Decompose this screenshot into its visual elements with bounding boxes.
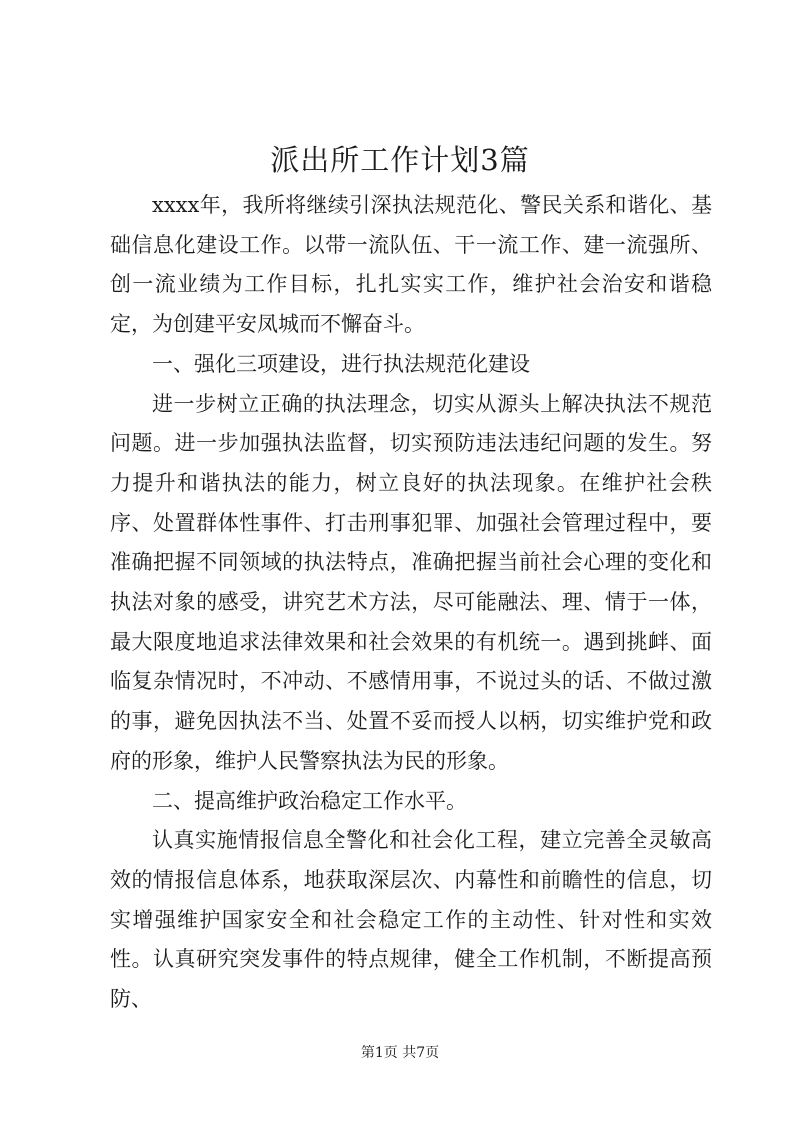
section-heading-1: 一、强化三项建设，进行执法规范化建设 <box>152 351 530 376</box>
page-footer: 第1页 共7页 <box>360 1045 440 1061</box>
section-2-paragraph: 认真实施情报信息全警化和社会化工程，建立完善全灵敏高效的情报信息体系，地获取深层次、内幕性和前瞻性的信息，切实增强维护国家安全和社会稳定工作的主动性、针对性和实效性。认真研究突发事件的特点规律，健全工作机制，不断提高预防、 <box>110 828 712 1012</box>
section-1-paragraph: 进一步树立正确的执法理念，切实从源头上解决执法不规范问题。进一步加强执法监督，切实预防违法违纪问题的发生。努力提升和谐执法的能力，树立良好的执法现象。在维护社会秩序、处置群体性事件、打击刑事犯罪、加强社会管理过程中，要准确把握不同领域的执法特点，准确把握当前社会心理的变化和执法对象的感受，讲究艺术方法，尽可能融法、理、情于一体，最大限度地追求法律效果和社会效果的有机统一。遇到挑衅、面临复杂情况时，不冲动、不感情用事，不说过头的话、不做过激的事，避免因执法不当、处置不妥而授人以柄，切实维护党和政府的形象，维护人民警察执法为民的形象。 <box>110 391 712 773</box>
intro-paragraph: xxxx年，我所将继续引深执法规范化、警民关系和谐化、基础信息化建设工作。以带一流队伍、干一流工作、建一流强所、创一流业绩为工作目标，扎扎实实工作，维护社会治安和谐稳定，为创建平安凤城而不懈奋斗。 <box>110 193 712 337</box>
section-heading-2: 二、提高维护政治稳定工作水平。 <box>152 788 467 813</box>
document-title: 派出所工作计划3篇 <box>270 143 530 177</box>
document-body <box>110 186 712 1020</box>
